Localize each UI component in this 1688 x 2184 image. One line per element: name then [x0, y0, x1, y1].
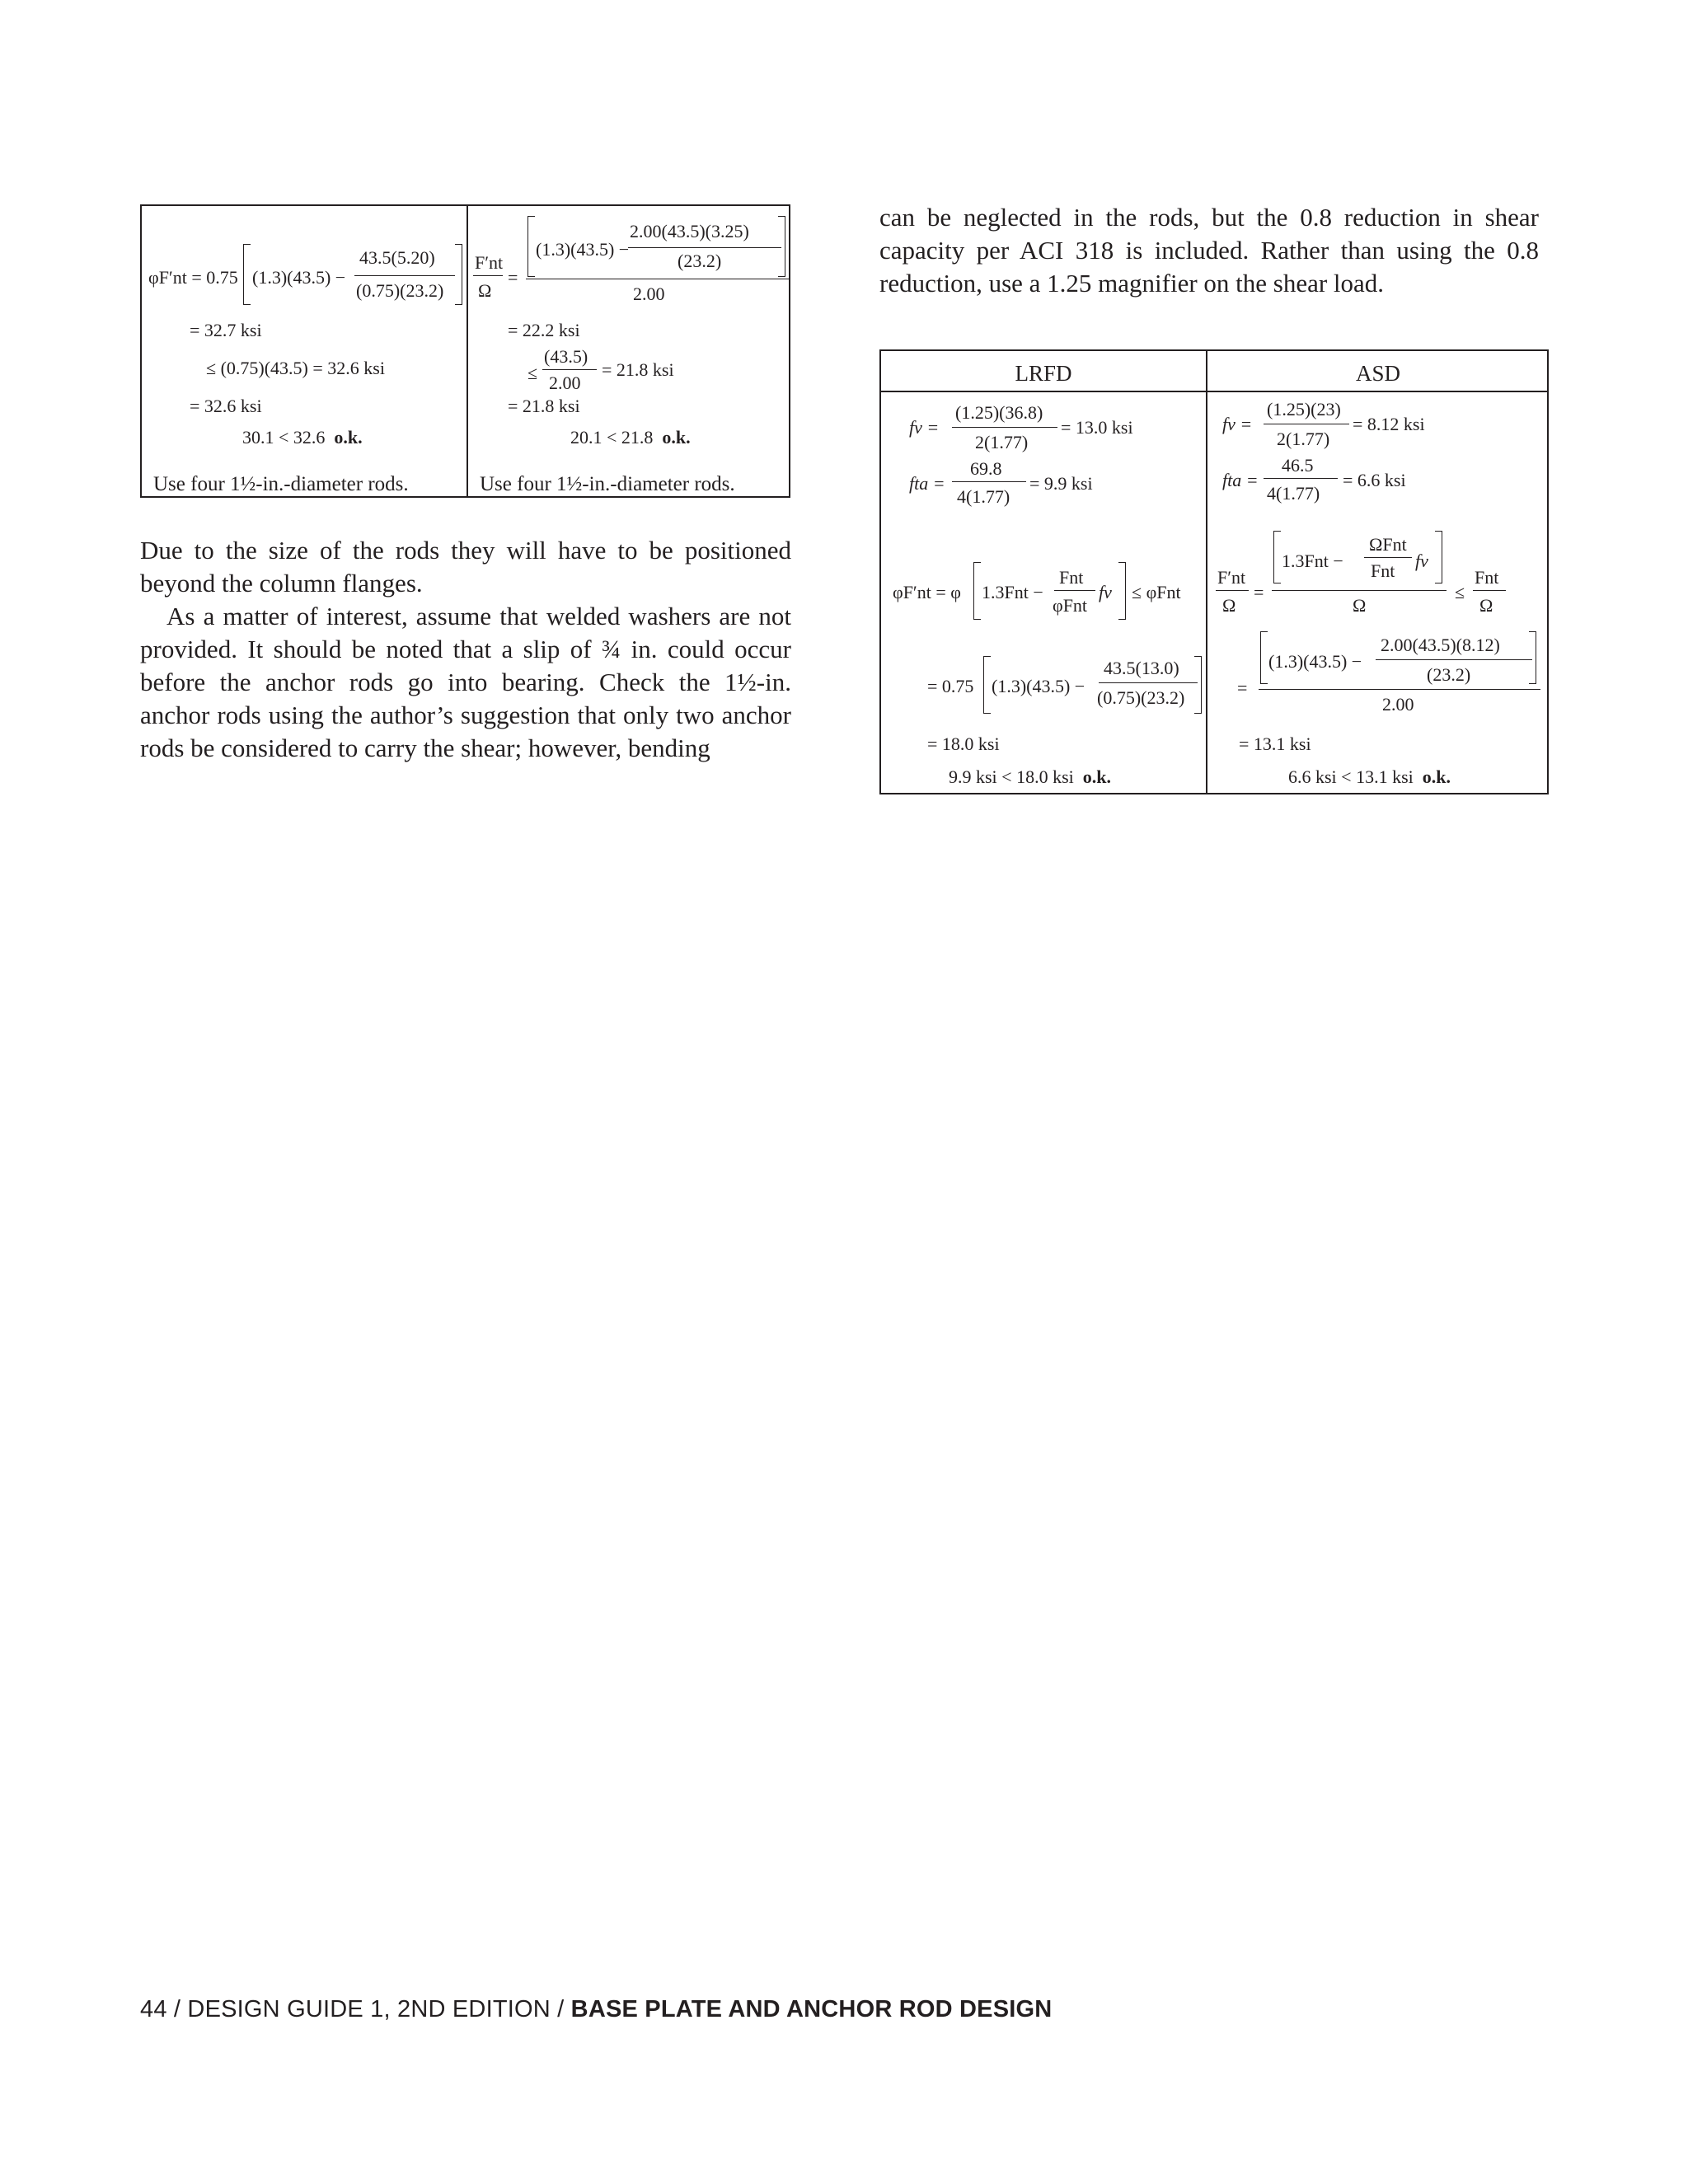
- lrfd-formula-left-bracket: [973, 562, 981, 620]
- asd-formula-le: ≤: [1455, 582, 1465, 602]
- lrfd-fraction-denominator: (0.75)(23.2): [356, 280, 444, 301]
- asd-fv-numerator: (1.25)(23): [1267, 399, 1341, 419]
- lrfd-sub-denominator: (0.75)(23.2): [1097, 687, 1185, 708]
- lrfd-fraction-bar: [354, 275, 455, 276]
- paragraph-shear-magnifier: can be neglected in the rods, but the 0.8 reduction in shear capacity per ACI 318 is included. Rather than using the 0.8 reduction, use a 1.25 magnifier on the shear load.: [879, 203, 1539, 298]
- right-box-divider: [1206, 351, 1207, 793]
- asd-inner-bar: [628, 247, 781, 248]
- asd-right-check: 6.6 ksi < 13.1 ksi o.k.: [1288, 766, 1451, 787]
- lrfd-fv-rhs: = 13.0 ksi: [1061, 417, 1133, 438]
- lrfd-bracket-term: (1.3)(43.5) −: [252, 267, 346, 288]
- page-footer: [140, 1996, 1052, 2023]
- asd-fta-bar: [1264, 478, 1338, 479]
- lrfd-formula-denominator: φFnt: [1053, 595, 1088, 616]
- paragraph-rod-positioning: Due to the size of the rods they will have to be positioned beyond the column flanges.: [140, 536, 791, 598]
- asd-formula-eq: =: [1254, 582, 1264, 602]
- left-calc-box: [140, 204, 790, 498]
- asd-formula-lhs-numerator: F′nt: [1217, 567, 1246, 588]
- asd-line-3-bar: [542, 369, 597, 370]
- asd-formula-inner-numerator: ΩFnt: [1369, 534, 1407, 555]
- lrfd-sub-inner: (1.3)(43.5) −: [992, 676, 1085, 696]
- header-lrfd: LRFD: [1015, 361, 1072, 386]
- asd-formula-inner: 1.3Fnt −: [1282, 551, 1343, 571]
- asd-fv-denominator: 2(1.77): [1277, 429, 1330, 449]
- asd-sub-inner: (1.3)(43.5) −: [1268, 651, 1362, 672]
- asd-formula-rhs-denominator: Ω: [1479, 595, 1493, 616]
- asd-main-denominator: 2.00: [633, 284, 665, 304]
- asd-line-3-denominator: 2.00: [549, 373, 581, 393]
- lrfd-sub-lhs: = 0.75: [927, 676, 974, 696]
- asd-fta-numerator: 46.5: [1282, 455, 1314, 476]
- asd-sub-numerator: 2.00(43.5)(8.12): [1381, 635, 1500, 655]
- asd-sub-main-bar: [1259, 689, 1540, 690]
- lrfd-fraction-numerator: 43.5(5.20): [359, 247, 435, 268]
- asd-formula-lhs-bar: [1216, 590, 1249, 591]
- lrfd-fta-numerator: 69.8: [970, 458, 1002, 479]
- asd-sub-bar: [1376, 659, 1532, 660]
- lrfd-fta-denominator: 4(1.77): [957, 486, 1010, 507]
- lrfd-line-3: ≤ (0.75)(43.5) = 32.6 ksi: [206, 358, 385, 378]
- asd-formula-rhs-numerator: Fnt: [1475, 567, 1499, 588]
- asd-inner-denominator: (23.2): [678, 251, 722, 271]
- lrfd-fv-bar: [952, 427, 1057, 428]
- lrfd-conclusion: Use four 1½-in.-diameter rods.: [153, 473, 409, 495]
- asd-fta-lhs: fta =: [1222, 470, 1259, 490]
- lrfd-result: = 18.0 ksi: [927, 733, 1000, 754]
- asd-fta-denominator: 4(1.77): [1267, 483, 1320, 504]
- lrfd-sub-right-bracket: [1194, 656, 1202, 714]
- asd-sub-left-bracket: [1260, 631, 1268, 684]
- lrfd-formula-lhs: φF′nt = φ: [893, 582, 961, 602]
- lrfd-formula-fv: fv: [1099, 582, 1112, 602]
- lrfd-fv-denominator: 2(1.77): [975, 432, 1029, 452]
- lrfd-formula-numerator: Fnt: [1059, 567, 1084, 588]
- asd-formula-denominator: Ω: [1353, 595, 1367, 616]
- asd-lhs-denominator: Ω: [478, 280, 492, 301]
- lrfd-fta-bar: [952, 481, 1026, 482]
- asd-sub-right-bracket: [1529, 631, 1536, 684]
- lrfd-check: 30.1 < 32.6 o.k.: [242, 427, 363, 448]
- asd-check: 20.1 < 21.8 o.k.: [570, 427, 691, 448]
- lrfd-sub-numerator: 43.5(13.0): [1104, 658, 1179, 678]
- lrfd-formula-inner: 1.3Fnt −: [982, 582, 1043, 602]
- asd-formula-inner-denominator: Fnt: [1371, 560, 1395, 581]
- left-bracket: [243, 244, 251, 305]
- paragraph-welded-washers: As a matter of interest, assume that welded washers are not provided. It should be noted that a slip of ¾ in. could occur before the anchor rods go into bearing. Check the 1½-in. anchor rods using the author’s suggestion that only two anchor rods be considered to carry the shear; however, bending: [140, 602, 791, 762]
- lrfd-right-check: 9.9 ksi < 18.0 ksi o.k.: [949, 766, 1112, 787]
- asd-conclusion: Use four 1½-in.-diameter rods.: [480, 473, 735, 495]
- lrfd-sub-left-bracket: [983, 656, 991, 714]
- asd-line-3-le: ≤: [528, 363, 538, 383]
- footer-prefix: 44 / DESIGN GUIDE 1, 2ND EDITION /: [140, 1996, 571, 2022]
- asd-formula-rhs-bar: [1473, 590, 1506, 591]
- asd-right-bracket: [778, 216, 785, 277]
- asd-sub-outer-denominator: 2.00: [1382, 694, 1414, 715]
- lrfd-fv-lhs: fv =: [909, 417, 940, 438]
- asd-formula-inner-bar: [1364, 557, 1412, 558]
- asd-lhs-numerator: F′nt: [475, 252, 504, 273]
- left-column-text: [140, 534, 791, 765]
- right-calc-box: [879, 349, 1549, 794]
- lrfd-formula-bar: [1054, 590, 1095, 591]
- left-box-divider: [467, 206, 468, 496]
- asd-fv-lhs: fv =: [1222, 414, 1253, 434]
- asd-formula-lhs-denominator: Ω: [1222, 595, 1236, 616]
- lrfd-line-4: = 32.6 ksi: [190, 396, 262, 416]
- asd-formula-left-bracket: [1273, 531, 1281, 583]
- lrfd-sub-bar: [1099, 682, 1198, 683]
- asd-line-3-rhs: = 21.8 ksi: [602, 359, 674, 380]
- asd-bracket-term: (1.3)(43.5) −: [536, 239, 630, 260]
- asd-lhs-bar: [473, 275, 503, 276]
- header-asd: ASD: [1355, 361, 1400, 386]
- lrfd-formula-rhs: ≤ φFnt: [1132, 582, 1181, 602]
- footer-title: BASE PLATE AND ANCHOR ROD DESIGN: [570, 1996, 1053, 2022]
- asd-sub-denominator: (23.2): [1427, 664, 1471, 685]
- lrfd-fta-rhs: = 9.9 ksi: [1029, 473, 1093, 494]
- lrfd-line-2: = 32.7 ksi: [190, 320, 262, 340]
- right-box-header-line: [881, 391, 1547, 392]
- lrfd-fv-numerator: (1.25)(36.8): [955, 402, 1043, 423]
- asd-fv-rhs: = 8.12 ksi: [1353, 414, 1425, 434]
- asd-line-2: = 22.2 ksi: [508, 320, 580, 340]
- right-bracket: [455, 244, 462, 305]
- asd-line-3-numerator: (43.5): [544, 346, 588, 367]
- asd-equals: =: [508, 267, 518, 288]
- lrfd-formula-right-bracket: [1118, 562, 1126, 620]
- asd-formula-fv: fv: [1415, 551, 1428, 571]
- lrfd-fta-lhs: fta =: [909, 473, 945, 494]
- right-column-text: [879, 201, 1539, 300]
- asd-formula-right-bracket: [1435, 531, 1442, 583]
- asd-fta-rhs: = 6.6 ksi: [1343, 470, 1406, 490]
- asd-formula-main-bar: [1272, 590, 1447, 591]
- lrfd-phi-fnt-lhs: φF′nt = 0.75: [148, 267, 238, 288]
- asd-left-bracket: [528, 216, 535, 277]
- asd-result: = 13.1 ksi: [1239, 733, 1311, 754]
- asd-inner-numerator: 2.00(43.5)(3.25): [630, 221, 749, 241]
- asd-sub-eq: =: [1237, 677, 1248, 698]
- asd-line-4: = 21.8 ksi: [508, 396, 580, 416]
